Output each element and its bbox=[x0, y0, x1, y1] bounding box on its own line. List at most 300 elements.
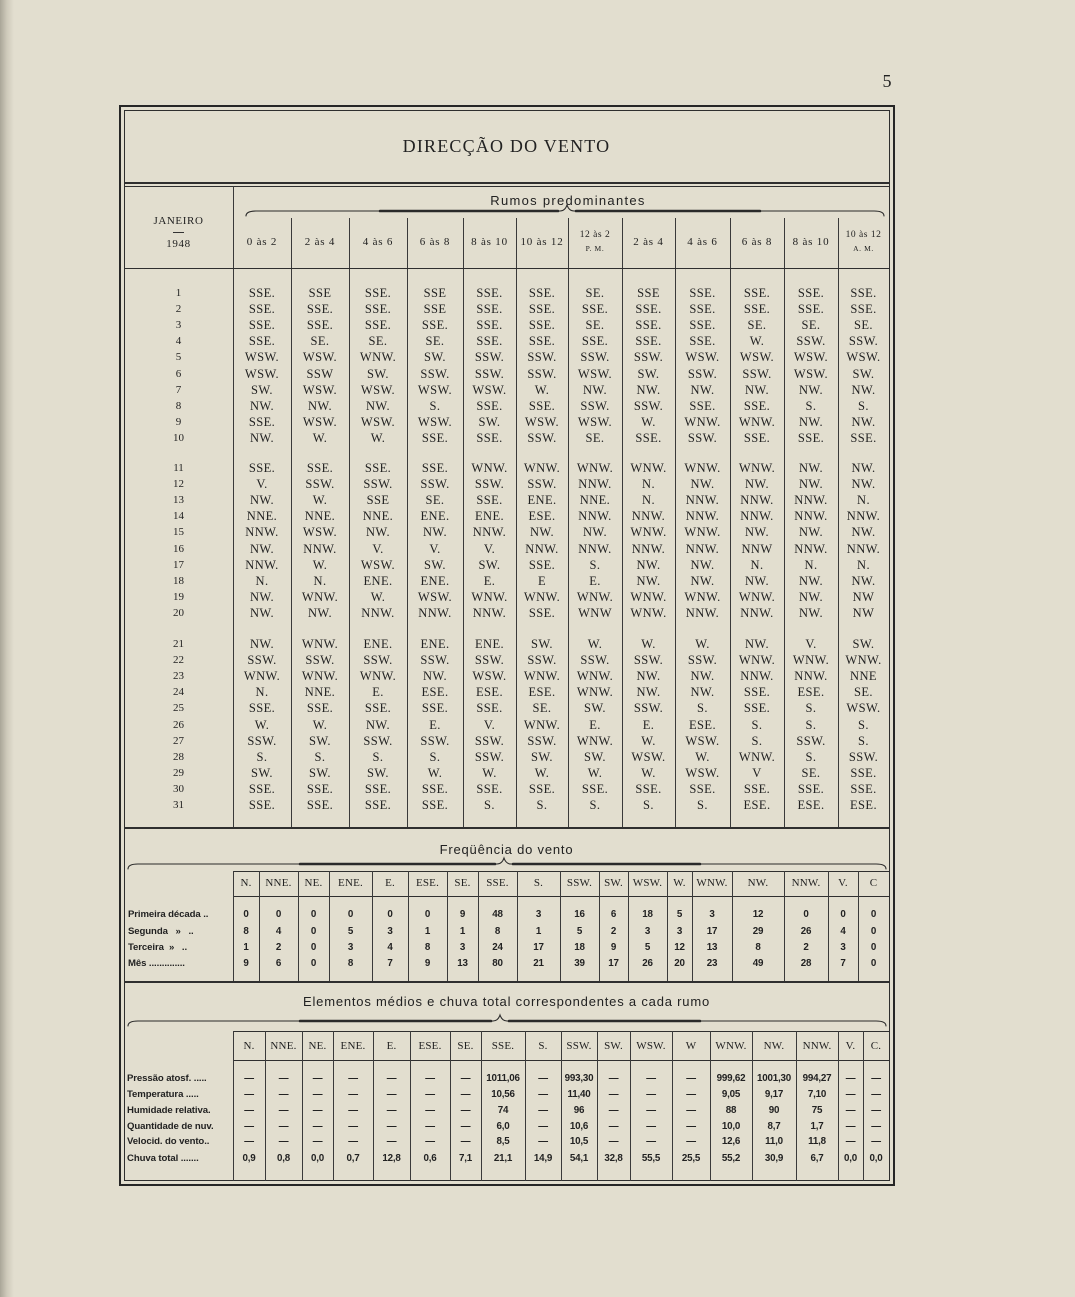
elements-value: 32,8 bbox=[604, 1153, 623, 1164]
frequency-column-header: SW. bbox=[604, 877, 623, 889]
wind-direction-cell: SSW. bbox=[687, 653, 718, 668]
wind-direction-cell: WSW. bbox=[793, 350, 829, 365]
wind-direction-cell: WNW. bbox=[523, 717, 561, 732]
frequency-value: 2 bbox=[803, 942, 809, 953]
frequency-value: 3 bbox=[709, 909, 715, 920]
wind-direction-cell: WSW. bbox=[302, 350, 338, 365]
wind-direction-cell: WNW. bbox=[684, 525, 721, 540]
wind-direction-cell: SE. bbox=[854, 318, 873, 333]
wind-direction-cell: W. bbox=[587, 637, 603, 651]
wind-direction-cell: S. bbox=[589, 798, 601, 812]
wind-direction-cell: NNW. bbox=[846, 541, 881, 556]
column-header-label: 4 às 6 bbox=[687, 236, 718, 248]
wind-direction-cell: SSW. bbox=[420, 366, 450, 381]
wind-direction-cell: SW. bbox=[309, 765, 331, 780]
elements-column-header: V. bbox=[845, 1040, 856, 1052]
wind-direction-cell: NW. bbox=[798, 461, 823, 475]
wind-direction-cell: NW. bbox=[249, 637, 274, 651]
frequency-value: 6 bbox=[275, 958, 282, 969]
wind-direction-cell: SSW. bbox=[247, 733, 277, 748]
day-number: 12 bbox=[173, 478, 184, 491]
column-header-label: 6 às 8 bbox=[741, 236, 773, 248]
frequency-column-header: N. bbox=[240, 877, 252, 889]
frequency-value: 1 bbox=[535, 926, 542, 937]
elements-value: — bbox=[348, 1073, 358, 1084]
wind-direction-cell: NNE. bbox=[304, 509, 336, 524]
wind-direction-cell: SW. bbox=[367, 765, 389, 780]
frequency-value: 13 bbox=[706, 942, 718, 953]
elements-value: — bbox=[425, 1121, 435, 1132]
wind-direction-cell: SSE. bbox=[850, 302, 877, 317]
wind-direction-cell: W. bbox=[534, 765, 550, 780]
elements-value: — bbox=[348, 1121, 358, 1132]
wind-direction-cell: E. bbox=[589, 573, 601, 588]
wind-direction-cell: NNW. bbox=[303, 541, 337, 556]
wind-direction-cell: SSW. bbox=[527, 430, 557, 445]
elements-value: 1011,06 bbox=[486, 1073, 520, 1084]
wind-direction-cell: WNW bbox=[578, 605, 612, 620]
elements-value: 0,6 bbox=[423, 1153, 437, 1164]
wind-direction-cell: NW. bbox=[365, 525, 390, 540]
wind-direction-cell: N. bbox=[313, 573, 327, 588]
wind-direction-cell: SSE. bbox=[528, 334, 556, 349]
wind-direction-cell: NNW. bbox=[631, 509, 666, 524]
wind-direction-cell: WSW. bbox=[360, 382, 396, 397]
frequency-value: 4 bbox=[275, 926, 282, 937]
frequency-value: 0 bbox=[870, 942, 877, 953]
elements-value: 9,05 bbox=[721, 1089, 741, 1100]
elements-value: — bbox=[538, 1073, 548, 1084]
wind-direction-cell: NW. bbox=[636, 685, 661, 700]
elements-value: — bbox=[686, 1105, 696, 1116]
wind-direction-cell: NW. bbox=[851, 525, 876, 540]
column-header-label: 10 às 12 bbox=[845, 230, 882, 240]
day-number: 6 bbox=[175, 367, 182, 380]
elements-value: — bbox=[845, 1105, 856, 1116]
wind-direction-cell: SSE. bbox=[635, 302, 662, 317]
elements-column-header: WNW. bbox=[715, 1040, 747, 1052]
elements-value: — bbox=[244, 1136, 254, 1147]
wind-direction-cell: SSW. bbox=[363, 477, 393, 492]
wind-direction-cell: S. bbox=[697, 701, 708, 716]
elements-column-header: NW. bbox=[763, 1040, 785, 1052]
day-number: 30 bbox=[173, 782, 184, 795]
frequency-value: 0 bbox=[803, 909, 809, 920]
frequency-value: 8 bbox=[755, 942, 761, 953]
frequency-value: 0 bbox=[243, 909, 249, 920]
wind-direction-cell: SSW. bbox=[848, 749, 879, 764]
elements-value: 25,5 bbox=[681, 1153, 701, 1164]
day-number: 29 bbox=[173, 766, 184, 779]
wind-direction-cell: WNW. bbox=[576, 589, 614, 604]
wind-direction-cell: ESE. bbox=[421, 685, 449, 700]
wind-direction-cell: WNW. bbox=[576, 669, 614, 684]
wind-direction-cell: SSE. bbox=[248, 701, 276, 716]
elements-value: 993,30 bbox=[564, 1073, 594, 1084]
day-number: 4 bbox=[175, 335, 182, 348]
wind-direction-cell: SSE. bbox=[743, 430, 771, 445]
elements-value: — bbox=[871, 1089, 881, 1100]
column-header-label: 10 às 12 bbox=[520, 236, 564, 248]
frequency-column-header: SSW. bbox=[566, 877, 593, 889]
frequency-value: 80 bbox=[492, 958, 503, 969]
frequency-value: 0 bbox=[840, 909, 846, 920]
wind-direction-cell: SW. bbox=[584, 749, 606, 764]
wind-direction-cell: SSE. bbox=[364, 461, 392, 475]
wind-direction-cell: NNW. bbox=[685, 605, 720, 620]
wind-direction-cell: SSW. bbox=[633, 350, 664, 365]
wind-table-bottom-rule bbox=[124, 827, 889, 829]
wind-direction-cell: WNW. bbox=[630, 525, 667, 540]
wind-direction-cell: SE. bbox=[747, 318, 767, 333]
wind-direction-cell: S. bbox=[751, 717, 763, 732]
wind-direction-cell: SSE. bbox=[421, 798, 449, 812]
wind-direction-cell: W. bbox=[427, 765, 443, 780]
frequency-value: 0 bbox=[275, 909, 282, 920]
elements-value: — bbox=[538, 1089, 548, 1100]
elements-value: 10,0 bbox=[721, 1121, 741, 1132]
wind-direction-cell: NNW. bbox=[578, 477, 612, 492]
wind-direction-cell: NW. bbox=[798, 605, 823, 620]
wind-direction-cell: SSE bbox=[366, 493, 390, 508]
wind-direction-cell: W. bbox=[695, 637, 710, 651]
wind-direction-cell: NW. bbox=[249, 589, 274, 604]
elements-value: — bbox=[425, 1089, 435, 1100]
frequency-column-header: ESE. bbox=[415, 877, 440, 889]
elements-value: — bbox=[646, 1105, 656, 1116]
elements-value: — bbox=[460, 1089, 471, 1100]
wind-direction-cell: ENE. bbox=[420, 637, 450, 651]
wind-direction-cell: NNW. bbox=[740, 669, 774, 684]
wind-direction-cell: SSW. bbox=[363, 653, 393, 668]
wind-direction-cell: W. bbox=[641, 765, 656, 780]
wind-direction-cell: NW bbox=[852, 605, 875, 620]
wind-direction-cell: NNE bbox=[850, 669, 877, 684]
wind-direction-cell: NW. bbox=[249, 605, 274, 620]
wind-direction-cell: ESE. bbox=[797, 798, 825, 812]
elements-value: 75 bbox=[811, 1105, 823, 1116]
frequency-value: 3 bbox=[459, 942, 466, 953]
wind-direction-cell: SSE. bbox=[306, 302, 334, 317]
frequency-value: 21 bbox=[533, 958, 544, 969]
wind-direction-cell: NW. bbox=[690, 557, 715, 572]
wind-direction-cell: SSE. bbox=[743, 685, 771, 700]
wind-direction-cell: SSE. bbox=[364, 701, 392, 716]
wind-direction-cell: SSE. bbox=[364, 318, 392, 333]
elements-value: — bbox=[845, 1089, 856, 1100]
wind-direction-cell: WSW. bbox=[302, 525, 338, 540]
wind-direction-cell: SSE. bbox=[528, 605, 556, 620]
elements-value: — bbox=[278, 1121, 289, 1132]
wind-direction-cell: NW. bbox=[582, 382, 607, 397]
elements-value: 14,9 bbox=[533, 1153, 553, 1164]
frequency-column-header: V. bbox=[838, 877, 848, 889]
frequency-value: 9 bbox=[459, 909, 466, 920]
wind-direction-cell: WSW. bbox=[631, 749, 666, 764]
frequency-value: 39 bbox=[574, 958, 585, 969]
wind-direction-cell: E bbox=[537, 573, 547, 588]
frequency-value: 3 bbox=[387, 926, 393, 937]
frequency-header-bottom-rule bbox=[233, 896, 889, 897]
wind-direction-cell: SSE. bbox=[476, 318, 503, 333]
wind-direction-cell: WNW. bbox=[684, 461, 721, 475]
wind-direction-cell: S. bbox=[643, 798, 654, 812]
elements-value: — bbox=[386, 1136, 397, 1147]
wind-direction-cell: WNW. bbox=[523, 589, 561, 604]
wind-direction-cell: W. bbox=[312, 557, 328, 572]
frequency-column-header: WNW. bbox=[696, 877, 728, 889]
elements-value: — bbox=[278, 1136, 289, 1147]
elements-value: — bbox=[278, 1073, 289, 1084]
frequency-value: 3 bbox=[644, 926, 651, 937]
frequency-value: 20 bbox=[674, 958, 685, 969]
elements-value: — bbox=[608, 1089, 619, 1100]
frequency-column-header: E. bbox=[385, 877, 395, 889]
wind-direction-cell: ENE. bbox=[420, 509, 450, 524]
wind-direction-cell: SSE. bbox=[797, 302, 825, 317]
elements-value: — bbox=[608, 1105, 619, 1116]
wind-direction-cell: W. bbox=[370, 430, 386, 445]
wind-direction-cell: SSE. bbox=[421, 461, 449, 475]
wind-direction-cell: SSE. bbox=[689, 318, 716, 333]
wind-direction-cell: NNW. bbox=[525, 541, 559, 556]
wind-direction-cell: SSW. bbox=[420, 653, 450, 668]
day-number: 16 bbox=[173, 542, 184, 555]
wind-direction-cell: NNE. bbox=[246, 509, 278, 524]
elements-value: — bbox=[538, 1121, 548, 1132]
wind-direction-cell: SSE. bbox=[635, 781, 662, 796]
wind-direction-cell: E. bbox=[642, 717, 655, 732]
wind-direction-cell: SSE. bbox=[421, 430, 449, 445]
wind-direction-cell: WNW. bbox=[684, 414, 721, 429]
wind-direction-cell: SSE. bbox=[689, 398, 716, 413]
wind-direction-cell: SSW. bbox=[580, 350, 610, 365]
wind-direction-cell: ESE. bbox=[476, 685, 503, 700]
wind-direction-cell: WNW. bbox=[301, 637, 339, 651]
wind-direction-cell: WSW. bbox=[360, 557, 396, 572]
wind-direction-cell: ESE. bbox=[528, 509, 556, 524]
wind-direction-cell: SSE. bbox=[364, 302, 392, 317]
wind-direction-cell: W. bbox=[641, 414, 656, 429]
wind-direction-cell: W. bbox=[482, 765, 497, 780]
wind-direction-cell: SE. bbox=[801, 765, 821, 780]
wind-direction-cell: WNW. bbox=[684, 589, 721, 604]
page-title: DIRECÇÃO DO VENTO bbox=[402, 136, 611, 156]
wind-direction-cell: ENE. bbox=[527, 493, 557, 508]
wind-direction-cell: SE. bbox=[585, 318, 605, 333]
wind-direction-cell: SSE. bbox=[248, 302, 276, 317]
day-number: 15 bbox=[173, 526, 184, 539]
wind-direction-cell: SSE. bbox=[421, 701, 449, 716]
wind-direction-cell: SSE. bbox=[850, 765, 877, 780]
wind-direction-cell: N. bbox=[255, 573, 269, 588]
wind-direction-cell: SSE. bbox=[797, 430, 825, 445]
wind-direction-cell: E. bbox=[589, 717, 601, 732]
wind-direction-cell: V. bbox=[483, 541, 496, 556]
wind-direction-cell: NW. bbox=[851, 414, 876, 429]
wind-direction-cell: SW. bbox=[531, 749, 553, 764]
elements-value: — bbox=[386, 1089, 397, 1100]
wind-direction-cell: SSE. bbox=[248, 781, 276, 796]
frequency-row-label: Terceira » .. bbox=[128, 942, 188, 953]
elements-value: — bbox=[386, 1105, 397, 1116]
wind-direction-cell: NNW. bbox=[245, 557, 279, 572]
wind-direction-cell: S. bbox=[858, 733, 869, 748]
month-label: JANEIRO bbox=[153, 215, 204, 227]
column-header-period: P. M. bbox=[585, 244, 605, 253]
wind-direction-cell: SE. bbox=[854, 685, 873, 700]
elements-value: — bbox=[312, 1089, 323, 1100]
wind-direction-cell: NNW. bbox=[578, 509, 612, 524]
day-number: 27 bbox=[173, 734, 184, 747]
wind-direction-cell: W. bbox=[254, 717, 270, 732]
elements-value: — bbox=[686, 1121, 696, 1132]
frequency-column-header: NW. bbox=[747, 877, 769, 889]
day-number: 11 bbox=[173, 462, 184, 474]
wind-direction-cell: SSE. bbox=[476, 398, 503, 413]
frequency-value: 4 bbox=[387, 942, 393, 953]
frequency-value: 8 bbox=[424, 942, 431, 953]
wind-direction-cell: NW. bbox=[798, 477, 823, 492]
wind-direction-cell: SSE. bbox=[743, 398, 771, 413]
wind-direction-cell: SSE. bbox=[635, 318, 662, 333]
wind-direction-cell: SSE. bbox=[528, 781, 556, 796]
wind-direction-cell: WSW. bbox=[577, 414, 613, 429]
day-number: 8 bbox=[175, 399, 182, 412]
wind-direction-cell: NNW. bbox=[740, 493, 774, 508]
wind-direction-cell: WSW. bbox=[417, 414, 453, 429]
frequency-value: 9 bbox=[610, 942, 617, 953]
wind-direction-cell: NW. bbox=[851, 477, 876, 492]
wind-direction-cell: SSW. bbox=[848, 334, 879, 349]
wind-direction-cell: WNW. bbox=[630, 461, 667, 475]
wind-direction-cell: WNW. bbox=[738, 749, 776, 764]
elements-row-label: Pressão atosf. ..... bbox=[127, 1073, 207, 1084]
wind-direction-cell: SSE. bbox=[476, 781, 503, 796]
month-year-dash bbox=[173, 232, 184, 233]
wind-direction-cell: SSE. bbox=[689, 302, 716, 317]
column-header-label: 0 às 2 bbox=[246, 236, 278, 248]
wind-direction-cell: SSE. bbox=[476, 493, 503, 508]
wind-direction-cell: NW. bbox=[798, 589, 823, 604]
wind-direction-cell: NW. bbox=[249, 493, 274, 508]
wind-direction-cell: WSW. bbox=[302, 382, 338, 397]
wind-direction-cell: NW. bbox=[249, 541, 274, 556]
wind-direction-cell: NW. bbox=[690, 382, 715, 397]
wind-direction-cell: SSW. bbox=[580, 398, 610, 413]
wind-direction-cell: SSE. bbox=[743, 781, 771, 796]
wind-direction-cell: SSE. bbox=[476, 334, 503, 349]
wind-direction-cell: W. bbox=[312, 493, 328, 508]
elements-row-label: Chuva total ....... bbox=[127, 1153, 199, 1164]
elements-value: — bbox=[425, 1136, 435, 1147]
wind-direction-cell: WSW. bbox=[302, 414, 338, 429]
elements-value: — bbox=[686, 1089, 696, 1100]
wind-direction-cell: SSE. bbox=[743, 286, 771, 300]
wind-direction-cell: ESE. bbox=[797, 685, 825, 700]
day-number: 3 bbox=[175, 319, 182, 332]
wind-direction-cell: WNW. bbox=[523, 461, 561, 475]
wind-direction-cell: S. bbox=[805, 749, 817, 764]
frequency-value: 0 bbox=[310, 958, 317, 969]
frequency-value: 0 bbox=[870, 926, 877, 937]
wind-direction-cell: WSW. bbox=[524, 414, 560, 429]
wind-direction-cell: WNW. bbox=[243, 669, 281, 684]
day-number: 9 bbox=[175, 415, 182, 428]
elements-value: — bbox=[646, 1121, 656, 1132]
frequency-value: 5 bbox=[644, 942, 651, 953]
elements-value: 21,1 bbox=[493, 1153, 513, 1164]
frequency-value: 18 bbox=[574, 942, 585, 953]
wind-direction-cell: SSE. bbox=[797, 781, 825, 796]
elements-value: — bbox=[312, 1121, 323, 1132]
wind-direction-cell: NW. bbox=[690, 669, 715, 684]
elements-value: — bbox=[646, 1089, 656, 1100]
frequency-value: 0 bbox=[870, 909, 877, 920]
frequency-value: 2 bbox=[610, 926, 617, 937]
wind-direction-cell: WNW. bbox=[738, 461, 776, 475]
frequency-column-header: ENE. bbox=[338, 877, 363, 889]
wind-direction-cell: NW. bbox=[422, 669, 447, 684]
frequency-value: 0 bbox=[310, 926, 317, 937]
day-number: 13 bbox=[173, 494, 184, 507]
wind-direction-cell: NW. bbox=[744, 477, 769, 492]
day-number: 28 bbox=[173, 750, 184, 763]
wind-direction-cell: S. bbox=[751, 733, 763, 748]
elements-value: — bbox=[646, 1136, 656, 1147]
wind-direction-cell: SW. bbox=[478, 557, 501, 572]
wind-direction-cell: ESE. bbox=[743, 798, 771, 812]
page-number: 5 bbox=[882, 71, 892, 91]
elements-row-label: Velocid. do vento.. bbox=[127, 1136, 210, 1147]
elements-value: — bbox=[608, 1073, 619, 1084]
elements-value: — bbox=[244, 1105, 254, 1116]
elements-value: 1001,30 bbox=[756, 1073, 791, 1084]
wind-direction-cell: NNW. bbox=[472, 605, 507, 620]
wind-direction-cell: NW. bbox=[636, 557, 661, 572]
elements-value: — bbox=[871, 1105, 881, 1116]
wind-direction-cell: WSW. bbox=[685, 765, 720, 780]
wind-direction-cell: WNW. bbox=[738, 653, 776, 668]
day-number: 24 bbox=[173, 686, 184, 699]
wind-direction-cell: W. bbox=[587, 765, 603, 780]
wind-direction-cell: NNW bbox=[741, 541, 773, 556]
wind-direction-cell: NNW. bbox=[472, 525, 507, 540]
wind-direction-cell: N. bbox=[857, 493, 870, 508]
elements-value: 55,5 bbox=[641, 1153, 661, 1164]
page-fold-shadow bbox=[0, 0, 14, 1297]
elements-value: 10,56 bbox=[491, 1089, 515, 1100]
wind-direction-cell: N. bbox=[255, 685, 269, 700]
elements-column-header: ENE. bbox=[340, 1040, 366, 1052]
wind-direction-cell: SSE. bbox=[689, 334, 716, 349]
frequency-row-label: Mês .............. bbox=[128, 958, 185, 969]
wind-group-header: Rumos predominantes bbox=[490, 193, 646, 208]
elements-value: — bbox=[460, 1105, 471, 1116]
elements-column-header: ESE. bbox=[418, 1040, 442, 1052]
wind-direction-cell: NNW. bbox=[245, 525, 279, 540]
elements-value: — bbox=[845, 1121, 856, 1132]
wind-direction-cell: SSE. bbox=[743, 302, 771, 317]
elements-value: 8,5 bbox=[496, 1136, 510, 1147]
wind-direction-cell: SSE bbox=[637, 286, 660, 300]
wind-direction-cell: SSW. bbox=[527, 350, 557, 365]
elements-value: 74 bbox=[497, 1105, 509, 1116]
wind-direction-cell: SE. bbox=[585, 286, 605, 300]
wind-direction-cell: SSW. bbox=[305, 653, 335, 668]
column-header-label: 12 às 2 bbox=[579, 230, 611, 240]
elements-value: 55,2 bbox=[721, 1153, 741, 1164]
